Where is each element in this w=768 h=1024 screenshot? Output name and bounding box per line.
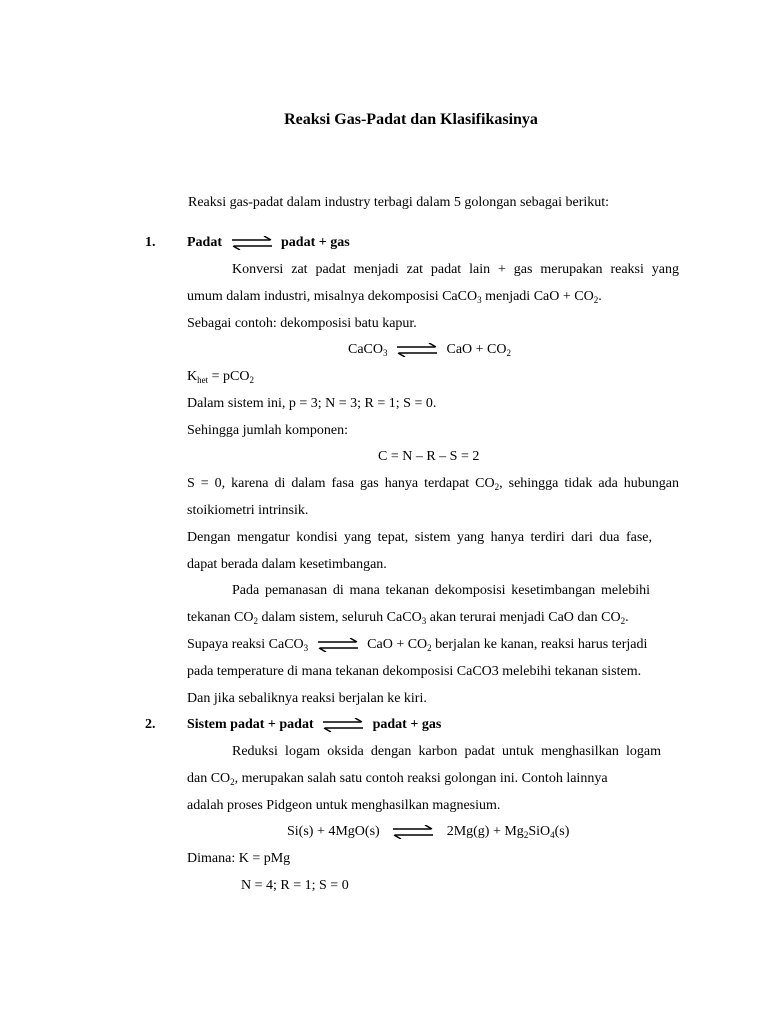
s1-s0-line-1	[187, 475, 679, 493]
subscript: 3	[303, 643, 309, 653]
s1-equation	[348, 341, 511, 359]
s1-heating-line-2	[187, 609, 629, 627]
s2-nrs-line: N = 4; R = 1; S = 0	[241, 878, 349, 893]
equilibrium-arrow-icon	[230, 236, 274, 250]
s1-formula: C = N – R – S = 2	[378, 449, 480, 464]
section-2-heading-left: Sistem padat + padat	[187, 717, 314, 732]
text-span: .	[625, 610, 629, 625]
subscript: 4	[550, 830, 555, 840]
text-span: tekanan CO	[187, 610, 254, 625]
s2-dimana-line: Dimana: K = pMg	[187, 851, 291, 866]
subscript: 3	[477, 295, 482, 305]
text-span: = pCO	[208, 369, 250, 384]
text-span: .	[598, 289, 602, 304]
s1-temperature-line: pada temperature di mana tekanan dekomposisi CaCO3 melebihi tekanan sistem.	[187, 664, 642, 679]
s1-khet-line	[187, 368, 254, 386]
s2-paragraph-line-3: adalah proses Pidgeon untuk menghasilkan magnesium.	[187, 798, 501, 813]
text-span: menjadi CaO + CO	[481, 289, 594, 304]
subscript: 2	[230, 777, 235, 787]
text-span: , sehingga tidak ada hubungan	[499, 476, 679, 491]
subscript: 2	[494, 482, 500, 492]
equilibrium-arrow-icon	[316, 638, 360, 652]
text-span: K	[187, 369, 198, 384]
text-span: , merupakan salah satu contoh reaksi golongan ini. Contoh lainnya	[234, 771, 608, 786]
text-span: akan terurai menjadi CaO dan CO	[426, 610, 621, 625]
page-title: Reaksi Gas-Padat dan Klasifikasinya	[284, 111, 538, 128]
subscript: het	[197, 375, 209, 385]
s1-condition-line-1: Dengan mengatur kondisi yang tepat, sistem yang hanya terdiri dari dua fase,	[187, 530, 652, 545]
s1-paragraph-line-1: Konversi zat padat menjadi zat padat lain + gas merupakan reaksi yang	[232, 262, 679, 277]
equation-left: CaCO	[348, 342, 383, 357]
subscript: 2	[253, 616, 258, 626]
subscript: 2	[620, 616, 626, 626]
s1-s0-line-2: stoikiometri intrinsik.	[187, 503, 309, 518]
s2-paragraph-line-2	[187, 770, 608, 788]
section-1-heading-left: Padat	[187, 235, 222, 250]
text-span: dalam sistem, seluruh CaCO	[257, 610, 422, 625]
section-1-number: 1.	[145, 235, 156, 250]
s2-equation	[287, 823, 569, 841]
equation-left: Si(s) + 4MgO(s)	[287, 824, 380, 839]
section-1-heading-right: padat + gas	[281, 235, 350, 250]
equilibrium-arrow-icon	[321, 718, 365, 732]
text-span: (s)	[554, 824, 570, 839]
s1-supaya-line	[187, 636, 647, 654]
s1-left-line: Dan jika sebaliknya reaksi berjalan ke kiri.	[187, 691, 427, 706]
equilibrium-arrow-icon	[391, 825, 435, 839]
subscript: 2	[593, 295, 599, 305]
subscript: 3	[421, 616, 427, 626]
subscript: 2	[506, 348, 512, 358]
equation-right: CaO + CO	[446, 342, 507, 357]
s1-heating-line-1: Pada pemanasan di mana tekanan dekomposisi kesetimbangan melebihi	[232, 583, 650, 598]
s1-paragraph-line-2	[187, 288, 602, 306]
text-span: berjalan ke kanan, reaksi harus terjadi	[431, 637, 648, 652]
text-span: S = 0, karena di dalam fasa gas hanya terdapat CO	[187, 476, 495, 491]
text-span: Supaya reaksi CaCO	[187, 637, 304, 652]
text-span: SiO	[528, 824, 551, 839]
section-2-heading-right: padat + gas	[372, 717, 442, 732]
s2-paragraph-line-1: Reduksi logam oksida dengan karbon padat untuk menghasilkan logam	[232, 744, 661, 759]
s1-condition-line-2: dapat berada dalam kesetimbangan.	[187, 557, 387, 572]
s1-components-line: Sehingga jumlah komponen:	[187, 423, 348, 438]
equilibrium-arrow-icon	[395, 343, 439, 357]
section-2-heading	[187, 716, 441, 734]
text-span: CaO + CO	[367, 637, 428, 652]
intro-paragraph: Reaksi gas-padat dalam industry terbagi dalam 5 golongan sebagai berikut:	[188, 195, 610, 210]
text-span: 2Mg(g) + Mg	[446, 824, 524, 839]
subscript: 2	[523, 830, 529, 840]
text-span: dan CO	[187, 771, 231, 786]
subscript: 3	[383, 348, 388, 358]
s1-system-line: Dalam sistem ini, p = 3; N = 3; R = 1; S = 0.	[187, 396, 437, 411]
text-span: umum dalam industri, misalnya dekomposisi CaCO	[187, 289, 478, 304]
section-2-number: 2.	[145, 717, 156, 732]
subscript: 2	[249, 375, 254, 385]
s1-example-line: Sebagai contoh: dekomposisi batu kapur.	[187, 316, 417, 331]
section-1-heading	[187, 234, 350, 252]
subscript: 2	[427, 643, 432, 653]
